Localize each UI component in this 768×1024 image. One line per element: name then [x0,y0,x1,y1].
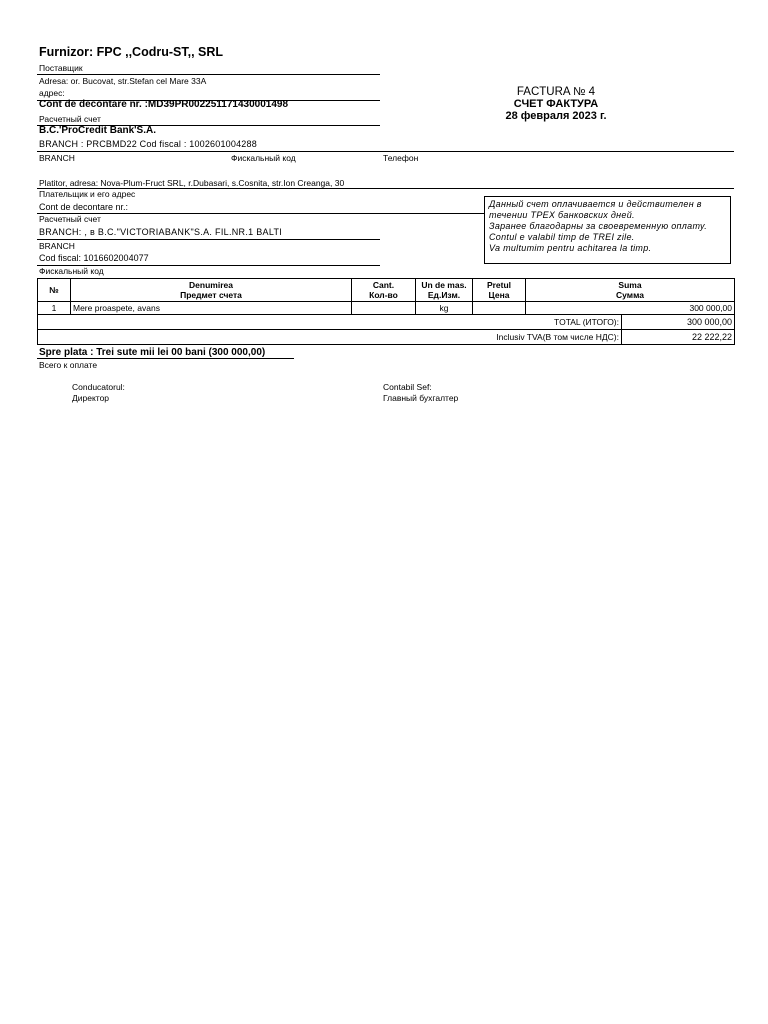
divider [37,239,380,240]
payer-branch-label: BRANCH [39,241,75,251]
invoice-title-ru: СЧЕТ ФАКТУРА [513,98,599,110]
supplier-account: Cont de decontare nr. :MD39PR002251171430001498 [39,99,289,110]
payer-account-ru: Расчетный счет [39,214,101,224]
col-header-name: Denumirea Предмет счета [71,279,352,302]
col-header-qty: Cant. Кол-во [352,279,416,302]
invoice-title: FACTURA № 4 [516,86,596,98]
accountant-label-ru: Главный бухгалтер [383,393,459,403]
payer-account: Cont de decontare nr.: [39,202,129,212]
divider [37,74,380,75]
payment-label-ru: Всего к оплате [39,360,98,370]
vat-row [38,330,735,345]
director-label-ru: Директор [72,393,110,403]
note-line: течении ТРЕХ банковских дней. [489,210,635,220]
payer-fiscal-ru: Фискальный код [39,266,104,276]
divider [37,188,734,189]
col-header-unit: Un de mas. Ед.Изм. [416,279,473,302]
payment-amount-words: Spre plata : Trei sute mii lei 00 bani (300 000,00) [39,347,266,358]
vat-label: Inclusiv TVA(В том числе НДС): [38,330,622,345]
accountant-label: Contabil Sef: [383,382,432,392]
supplier-fiscal-code-label: Фискальный код [231,153,296,163]
cell-price [473,302,526,315]
col-header-price: Pretul Цена [473,279,526,302]
note-line: Заранее благодарны за своевременную оплату. [489,221,708,231]
table-row [38,302,735,315]
divider [37,358,294,359]
cell-unit: kg [416,302,473,315]
supplier-address-ru: адрес: [39,88,65,98]
total-label: TOTAL (ИТОГО): [38,315,622,330]
cell-sum: 300 000,00 [526,302,735,315]
payer-branch: BRANCH: , в B.C."VICTORIABANK"S.A. FIL.NR.1 BALTI [39,227,283,237]
invoice-date: 28 февраля 2023 г. [505,110,607,122]
supplier-bank: B.C.'ProCredit Bank'S.A. [39,125,156,136]
total-value: 300 000,00 [622,315,735,330]
note-line: Данный счет оплачивается и действителен в [489,199,702,209]
divider [37,151,734,152]
cell-qty [352,302,416,315]
vat-value: 22 222,22 [622,330,735,345]
director-label: Conducatorul: [72,382,125,392]
supplier-branch-line: BRANCH : PRCBMD22 Cod fiscal : 1002601004288 [39,139,257,149]
supplier-title: Furnizor: FPC ,,Codru-ST,, SRL [39,45,224,59]
cell-name: Mere proaspete, avans [71,302,352,315]
supplier-account-ru: Расчетный счет [39,114,101,124]
items-table [37,278,735,345]
note-line: Va multumim pentru achitarea la timp. [489,243,652,253]
supplier-address: Adresa: or. Bucovat, str.Stefan cel Mare 33A [39,76,207,86]
table-header-row [38,279,735,302]
supplier-branch-label: BRANCH [39,153,75,163]
total-row [38,315,735,330]
supplier-label-ru: Поставщик [39,63,83,73]
payer-address: Platitor, adresa: Nova-Plum-Fruct SRL, r.Dubasari, s.Cosnita, str.Ion Creanga, 30 [39,178,345,188]
divider [37,100,380,101]
payer-address-ru: Плательщик и его адрес [39,189,136,199]
col-header-no: № [38,279,71,302]
col-header-sum: Suma Сумма [526,279,735,302]
payer-fiscal: Cod fiscal: 1016602004077 [39,253,149,263]
cell-no: 1 [38,302,71,315]
supplier-phone-label: Телефон [383,153,419,163]
divider [37,213,484,214]
payment-terms-note [484,196,731,264]
note-line: Contul e valabil timp de TREI zile. [489,232,635,242]
